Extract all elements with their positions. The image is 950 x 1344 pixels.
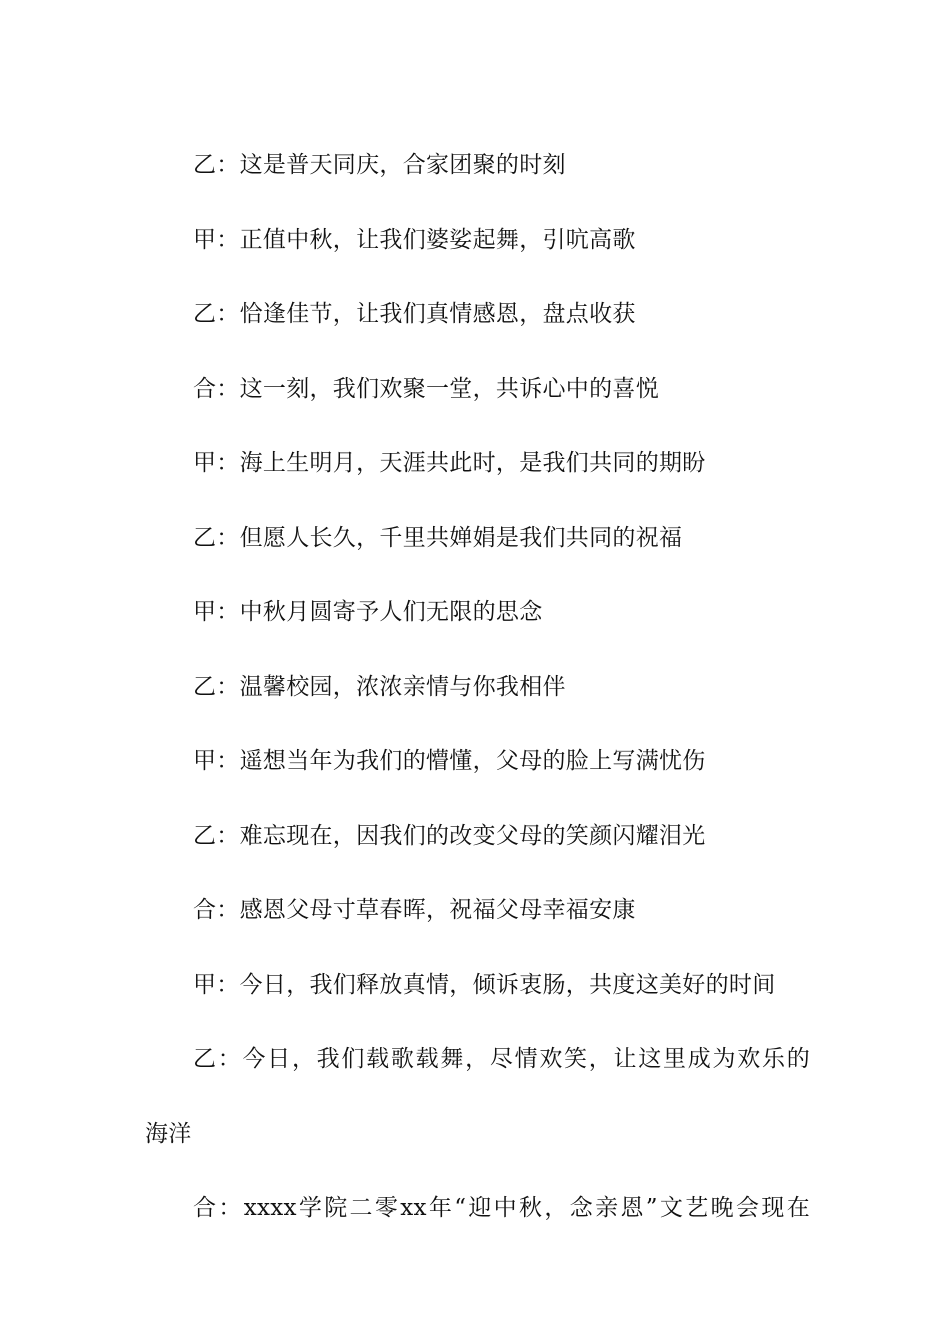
dialogue-line: 乙：温馨校园，浓浓亲情与你我相伴 <box>193 673 566 700</box>
dialogue-line: 甲：遥想当年为我们的懵懂，父母的脸上写满忧伤 <box>193 748 706 774</box>
dialogue-line: 乙：这是普天同庆，合家团聚的时刻 <box>193 152 566 178</box>
dialogue-line: 乙：恰逢佳节，让我们真情感恩，盘点收获 <box>193 301 636 327</box>
dialogue-line: 乙：但愿人长久，千里共婵娟是我们共同的祝福 <box>193 524 683 551</box>
dialogue-line-continuation: 海洋 <box>145 1120 192 1147</box>
dialogue-line: 合：感恩父母寸草春晖，祝福父母幸福安康 <box>193 897 636 923</box>
dialogue-line: 甲：海上生明月，天涯共此时，是我们共同的期盼 <box>193 450 706 476</box>
dialogue-line: 合：这一刻，我们欢聚一堂，共诉心中的喜悦 <box>193 375 659 402</box>
dialogue-line: 乙：今日，我们载歌载舞，尽情欢笑，让这里成为欢乐的 <box>193 1046 810 1072</box>
dialogue-line: 甲：中秋月圆寄予人们无限的思念 <box>193 599 543 625</box>
dialogue-line: 合：xxxx学院二零xx年“迎中秋，念亲恩”文艺晚会现在 <box>193 1195 810 1221</box>
dialogue-line: 甲：正值中秋，让我们婆娑起舞，引吭高歌 <box>193 226 636 253</box>
dialogue-line: 甲：今日，我们释放真情，倾诉衷肠，共度这美好的时间 <box>193 971 776 998</box>
script-text-block <box>145 128 810 1246</box>
dialogue-line: 乙：难忘现在，因我们的改变父母的笑颜闪耀泪光 <box>193 822 706 849</box>
